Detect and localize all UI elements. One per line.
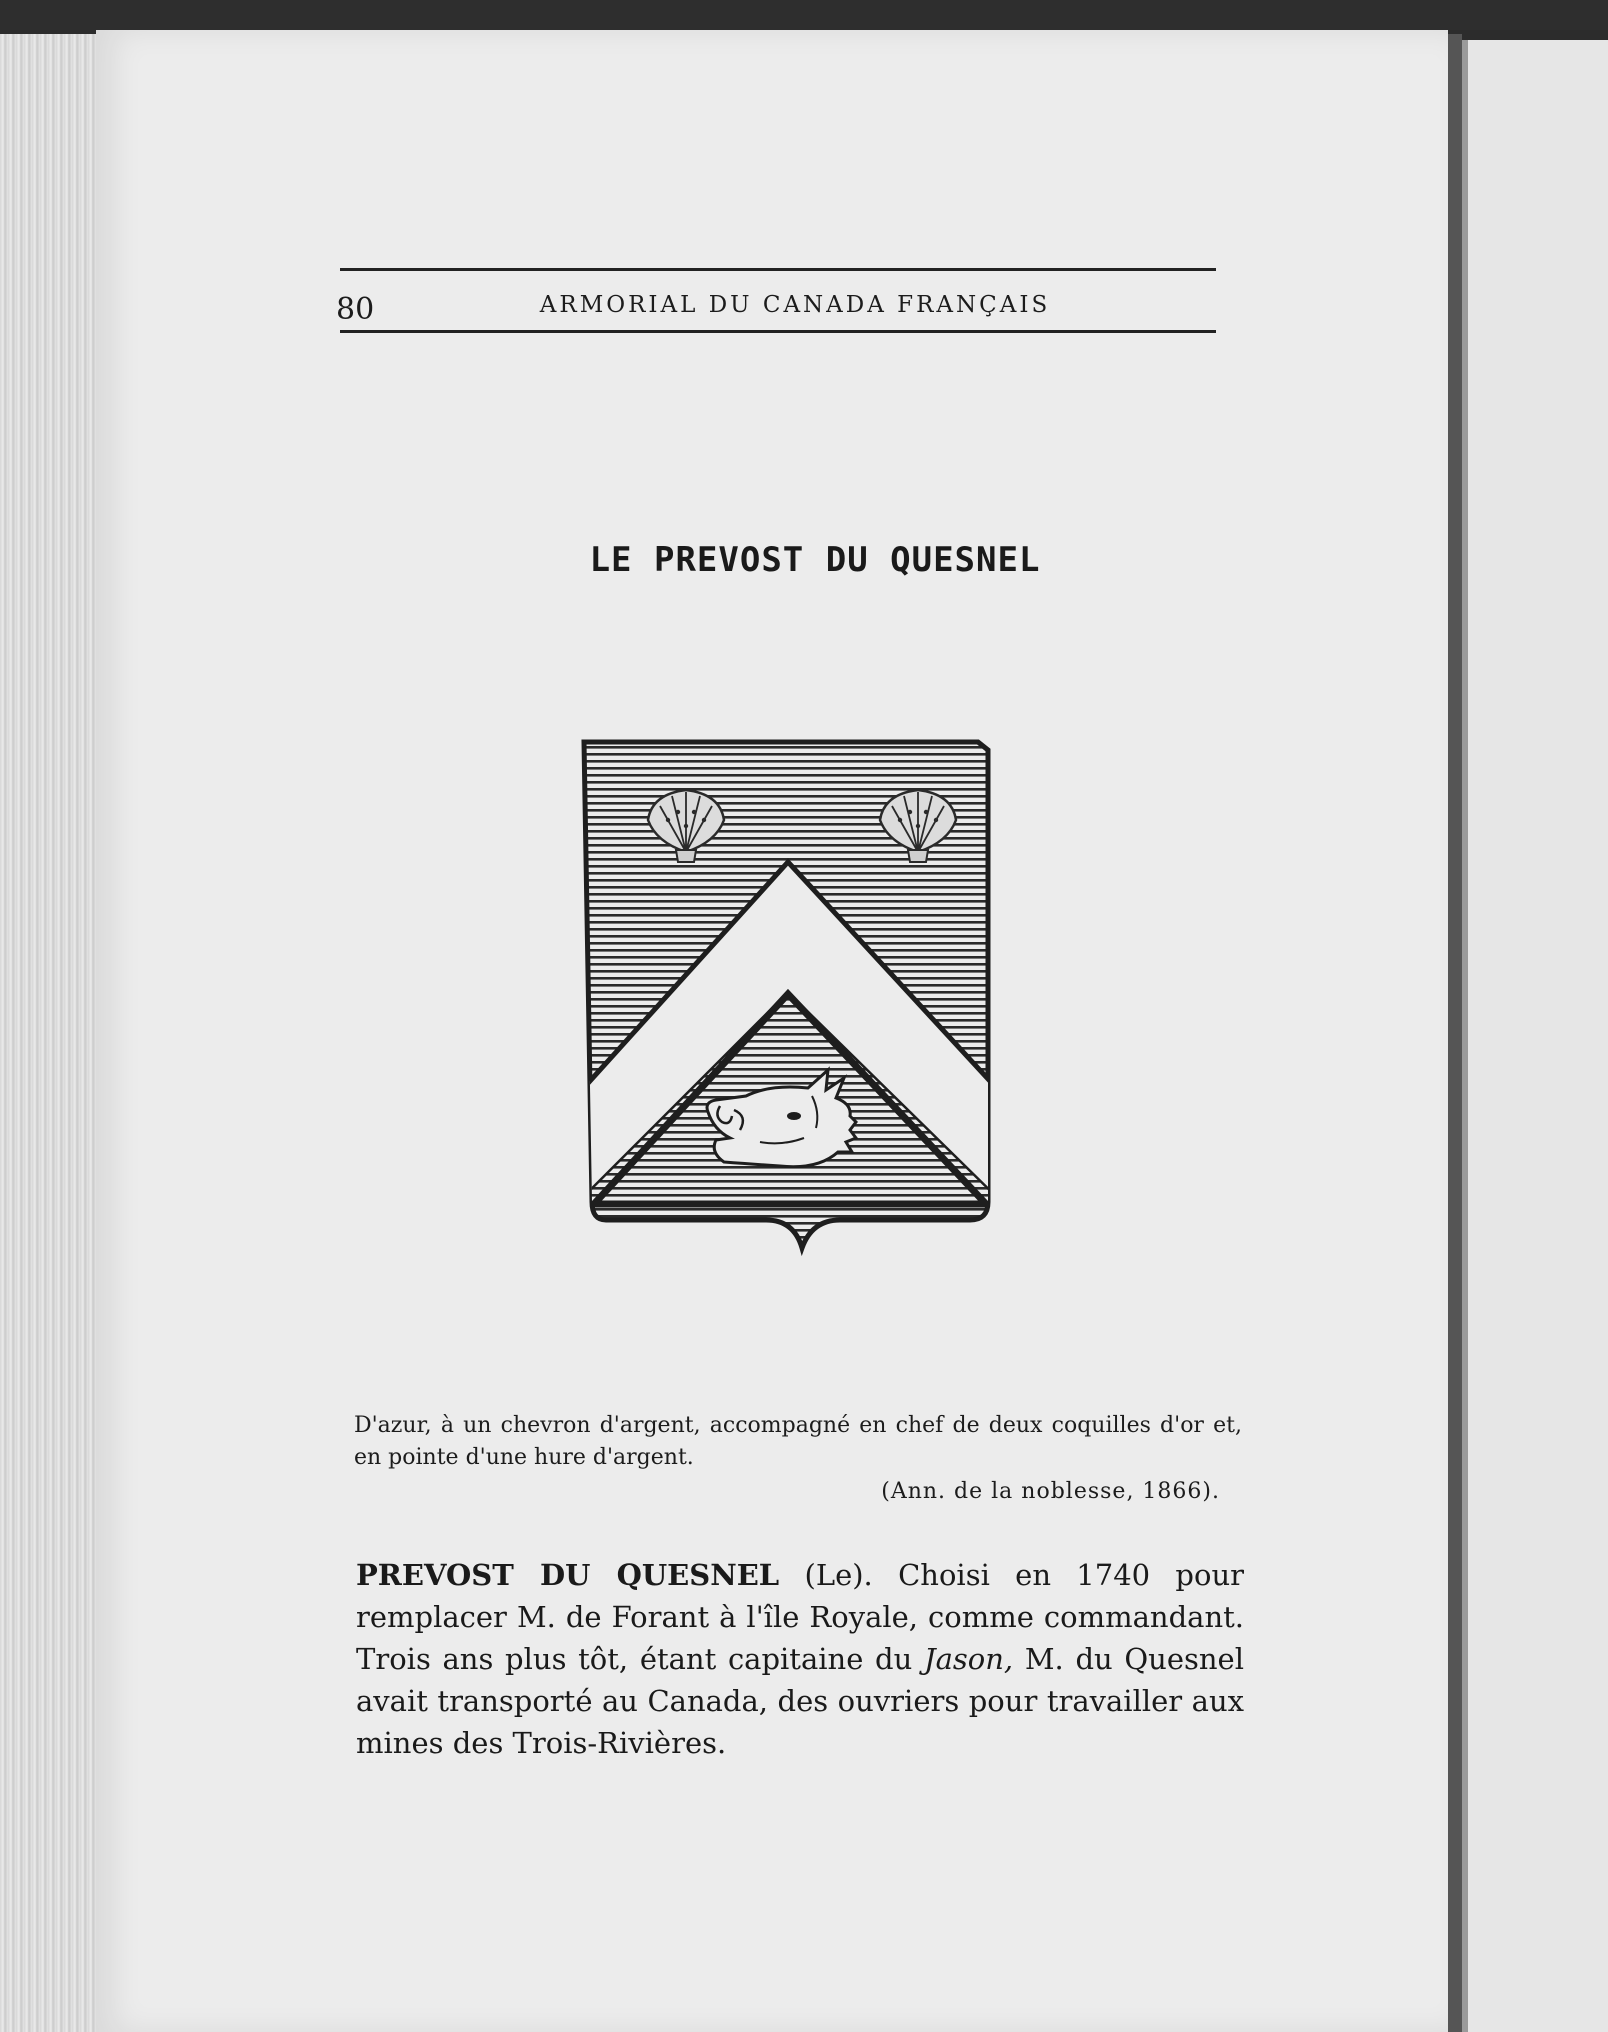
entry-paragraph — [356, 1554, 1244, 1764]
page-stack-edge — [0, 34, 106, 2032]
scanner-top-edge — [0, 0, 1608, 30]
header-top-rule — [340, 268, 1216, 271]
header-bottom-rule — [340, 330, 1216, 333]
entry-text-part-1: (Le). Choisi en 1740 pour remplacer M. de Forant à l'île Royale, comme commandant. Trois ans plus tôt, étant capitaine du — [356, 1558, 1244, 1676]
entry-title: LE PREVOST DU QUESNEL — [589, 540, 1041, 580]
blazon-source: (Ann. de la noblesse, 1866). — [881, 1479, 1220, 1504]
facing-page-edge — [1468, 40, 1608, 2032]
page-number: 80 — [336, 292, 375, 327]
running-head: ARMORIAL DU CANADA FRANÇAIS — [539, 292, 1051, 318]
book-spine — [1448, 34, 1462, 2032]
entry-name: PREVOST DU QUESNEL — [356, 1558, 780, 1592]
entry-text-part-2: M. du Quesnel avait transporté au Canada, des ouvriers pour travailler aux mines des Trois-Rivières. — [356, 1642, 1244, 1760]
coat-of-arms-shield-icon — [580, 732, 1000, 1280]
ship-name: Jason, — [924, 1642, 1014, 1676]
blazon-text: D'azur, à un chevron d'argent, accompagné en chef de deux coquilles d'or et, en pointe d'une hure d'argent. — [354, 1413, 1242, 1470]
